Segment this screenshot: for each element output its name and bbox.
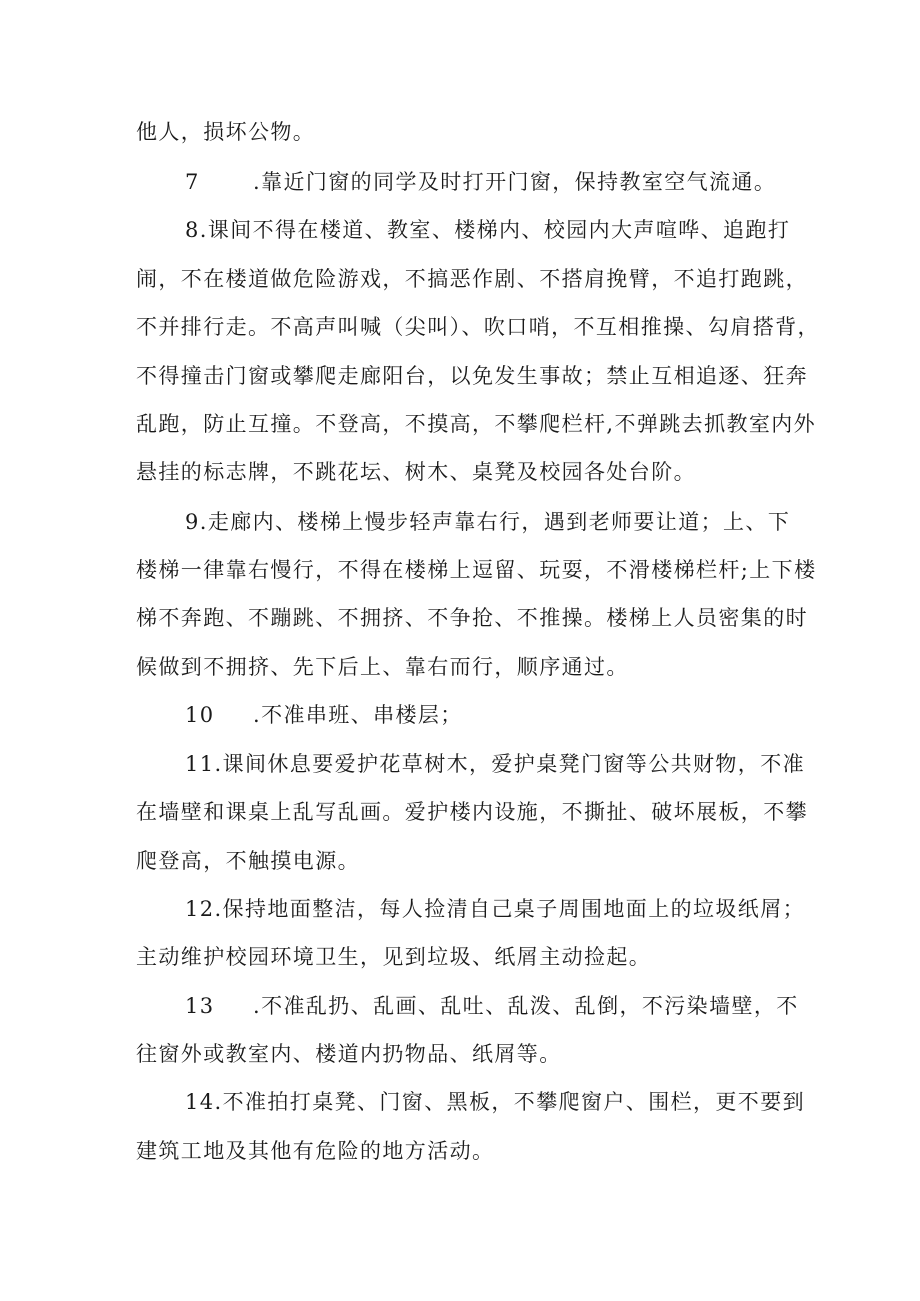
text-line: 不得撞击门窗或攀爬走廊阳台，以免发生事故；禁止互相追逐、狂奔 <box>136 364 808 388</box>
text-line: 在墙壁和课桌上乱写乱画。爱护楼内设施，不撕扯、破坏展板，不攀 <box>136 800 808 824</box>
text-line: 候做到不拥挤、先下后上、靠右而行，顺序通过。 <box>136 655 629 679</box>
item-text: .不准串班、串楼层； <box>253 703 463 727</box>
item-7 <box>185 168 776 196</box>
text-line: 他人，损坏公物。 <box>136 120 316 144</box>
text-line: 9.走廊内、楼梯上慢步轻声靠右行，遇到老师要让道；上、下 <box>185 510 791 534</box>
item-number: 10 <box>185 703 215 727</box>
text-line: 梯不奔跑、不蹦跳、不拥挤、不争抢、不推操。楼梯上人员密集的时 <box>136 606 808 630</box>
item-number: 13 <box>185 994 215 1018</box>
text-line: 8.课间不得在楼道、教室、楼梯内、校园内大声喧哗、追跑打 <box>185 218 791 242</box>
text-line: 往窗外或教室内、楼道内扔物品、纸屑等。 <box>136 1042 562 1066</box>
text-line: 不并排行走。不高声叫喊（尖叫）、吹口哨，不互相推操、勾肩搭背， <box>136 315 820 339</box>
text-line: 爬登高，不触摸电源。 <box>136 849 360 873</box>
item-text: .靠近门窗的同学及时打开门窗，保持教室空气流通。 <box>253 170 777 194</box>
text-line: 闹，不在楼道做危险游戏，不搞恶作剧、不搭肩挽臂，不追打跑跳， <box>136 267 808 291</box>
text-line: 11.课间休息要爱护花草树木，爱护桌凳门窗等公共财物，不准 <box>185 752 805 776</box>
text-line: 建筑工地及其他有危险的地方活动。 <box>136 1139 495 1163</box>
item-10 <box>185 701 463 729</box>
item-text: .不准乱扔、乱画、乱吐、乱泼、乱倒，不污染墙壁，不 <box>253 994 799 1018</box>
text-line: 悬挂的标志牌，不跳花坛、树木、桌凳及校园各处台阶。 <box>136 460 696 484</box>
text-line: 14.不准拍打桌凳、门窗、黑板，不攀爬窗户、围栏，更不要到 <box>185 1090 805 1114</box>
item-13 <box>185 992 799 1020</box>
item-number: 7 <box>185 170 200 194</box>
text-line: 楼梯一律靠右慢行，不得在楼梯上逗留、玩耍，不滑楼梯栏杆;上下楼 <box>136 558 817 582</box>
text-line: 主动维护校园环境卫生，见到垃圾、纸屑主动捡起。 <box>136 945 652 969</box>
text-line: 乱跑，防止互撞。不登高，不摸高，不攀爬栏杆,不弹跳去抓教室内外 <box>136 412 817 436</box>
text-line: 12.保持地面整洁，每人捡清自己桌子周围地面上的垃圾纸屑； <box>185 897 805 921</box>
